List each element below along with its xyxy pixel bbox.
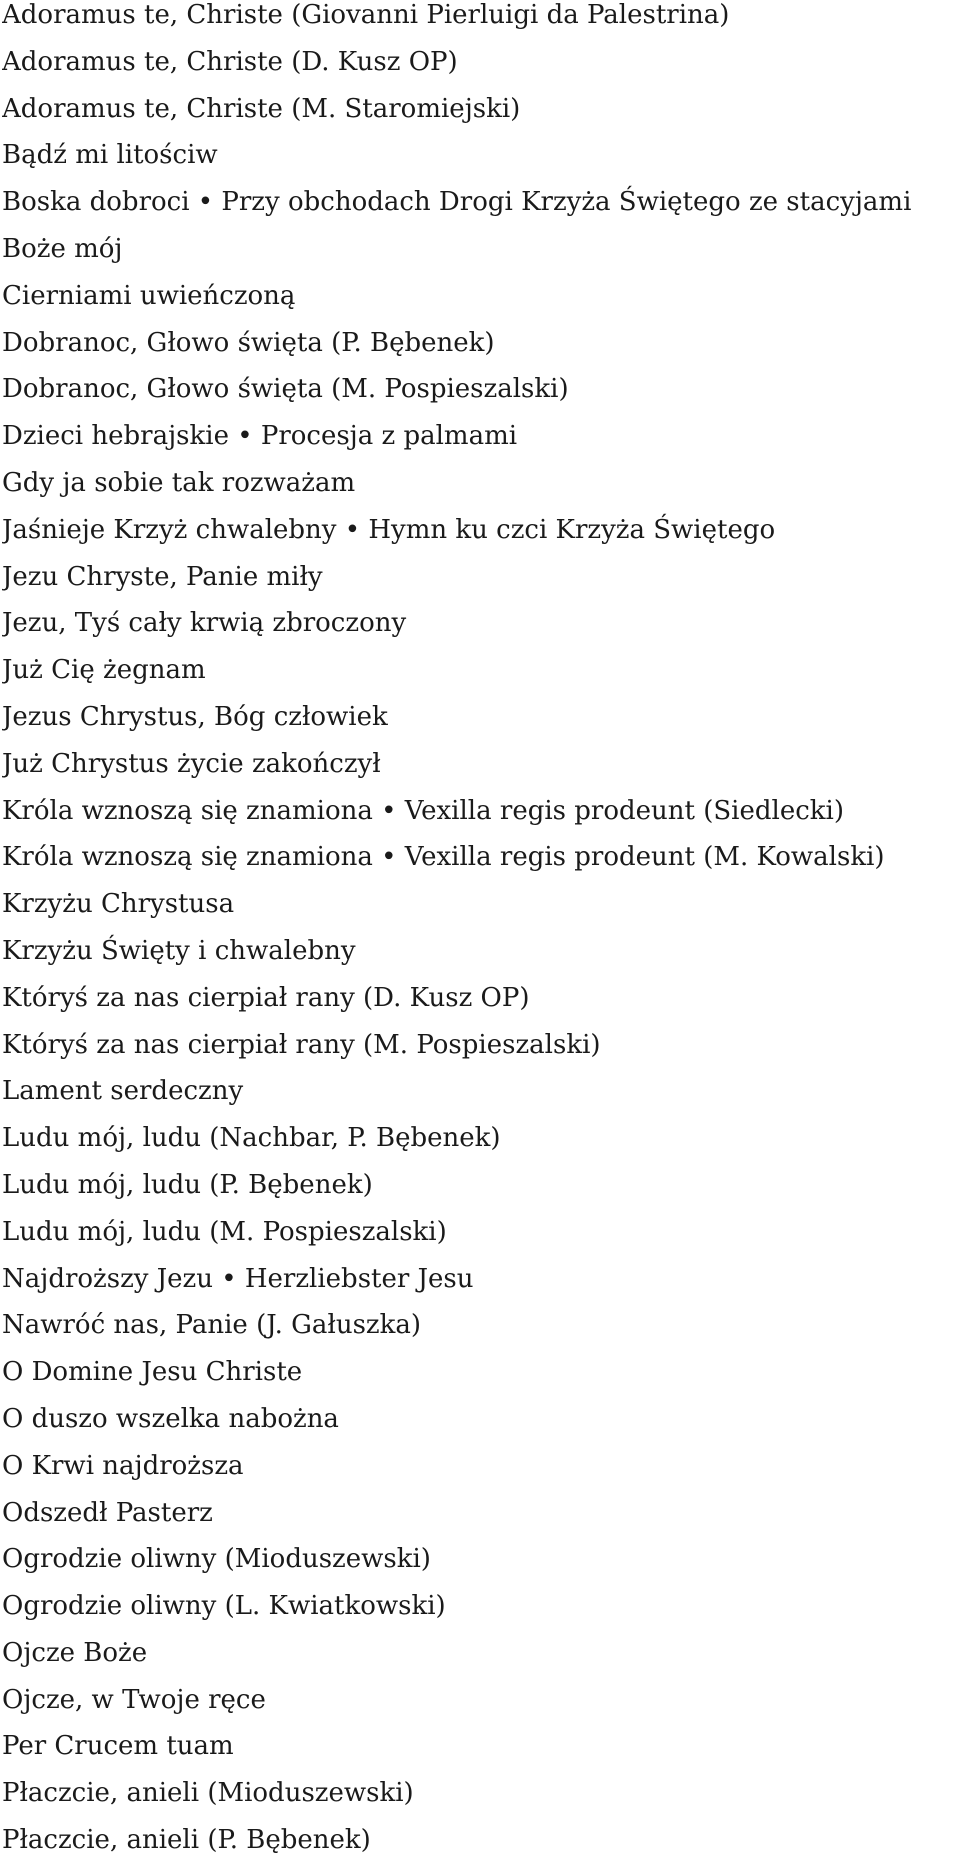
song-title: Cierniami uwieńczoną <box>2 280 296 311</box>
song-title: Ludu mój, ludu (M. Pospieszalski) <box>2 1216 447 1247</box>
song-title: Już Cię żegnam <box>2 655 206 686</box>
song-title: Jezu, Tyś cały krwią zbroczony <box>2 608 407 639</box>
song-title: Dobranoc, Głowo święta (P. Bębenek) <box>2 327 495 358</box>
song-title: Ojcze, w Twoje ręce <box>2 1684 266 1715</box>
song-title: Ogrodzie oliwny (Mioduszewski) <box>2 1544 431 1575</box>
song-title: Płaczcie, anieli (P. Bębenek) <box>2 1825 371 1856</box>
song-title: Krzyżu Święty i chwalebny <box>2 935 356 966</box>
song-title: O duszo wszelka nabożna <box>2 1403 339 1434</box>
song-title: Adoramus te, Christe (M. Staromiejski) <box>2 93 521 124</box>
song-title: Krzyżu Chrystusa <box>2 889 235 920</box>
song-list <box>2 0 958 1864</box>
song-title: O Domine Jesu Christe <box>2 1357 303 1388</box>
song-title: Ogrodzie oliwny (L. Kwiatkowski) <box>2 1591 446 1622</box>
song-title: Najdroższy Jezu • Herzliebster Jesu <box>2 1263 474 1294</box>
song-title: Lament serdeczny <box>2 1076 244 1107</box>
song-title: Króla wznoszą się znamiona • Vexilla regis prodeunt (M. Kowalski) <box>2 842 885 873</box>
song-title: O Krwi najdroższa <box>2 1450 244 1481</box>
song-title: Dzieci hebrajskie • Procesja z palmami <box>2 421 518 452</box>
song-title: Bądź mi litościw <box>2 140 218 171</box>
song-title: Jaśnieje Krzyż chwalebny • Hymn ku czci Krzyża Świętego <box>2 514 776 545</box>
song-title: Któryś za nas cierpiał rany (D. Kusz OP) <box>2 982 530 1013</box>
song-title: Dobranoc, Głowo święta (M. Pospieszalski) <box>2 374 569 405</box>
song-title: Odszedł Pasterz <box>2 1497 213 1528</box>
song-title: Boska dobroci • Przy obchodach Drogi Krzyża Świętego ze stacyjami <box>2 187 912 218</box>
song-title: Per Crucem tuam <box>2 1731 234 1762</box>
song-title: Płaczcie, anieli (Mioduszewski) <box>2 1778 414 1809</box>
song-title: Adoramus te, Christe (D. Kusz OP) <box>2 46 458 77</box>
song-title: Boże mój <box>2 233 123 264</box>
song-title: Jezu Chryste, Panie miły <box>2 561 323 592</box>
song-title: Już Chrystus życie zakończył <box>2 748 381 779</box>
song-title: Ludu mój, ludu (P. Bębenek) <box>2 1169 373 1200</box>
song-title: Ojcze Boże <box>2 1637 148 1668</box>
song-title: Ludu mój, ludu (Nachbar, P. Bębenek) <box>2 1123 501 1154</box>
song-title: Nawróć nas, Panie (J. Gałuszka) <box>2 1310 422 1341</box>
song-title: Króla wznoszą się znamiona • Vexilla regis prodeunt (Siedlecki) <box>2 795 845 826</box>
song-title: Adoramus te, Christe (Giovanni Pierluigi da Palestrina) <box>2 0 730 30</box>
song-title: Jezus Chrystus, Bóg człowiek <box>2 701 388 732</box>
song-title: Gdy ja sobie tak rozważam <box>2 467 356 498</box>
song-title: Któryś za nas cierpiał rany (M. Pospieszalski) <box>2 1029 601 1060</box>
